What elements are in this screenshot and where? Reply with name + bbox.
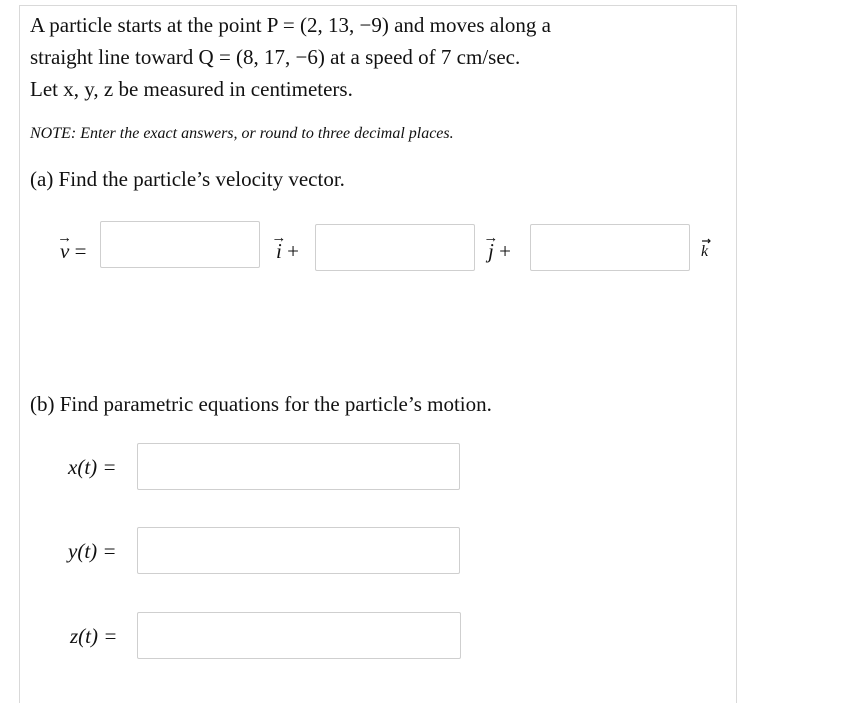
j-unit-label xyxy=(488,239,511,263)
problem-line-3: Let x, y, z be measured in centimeters. xyxy=(30,77,353,101)
i-vector-symbol: → i xyxy=(276,239,282,263)
y-t-input[interactable] xyxy=(137,527,460,574)
y-t-text: y(t) = xyxy=(68,539,117,563)
i-plus-sign: + xyxy=(287,239,299,263)
problem-line-2: straight line toward Q = (8, 17, −6) at a speed of 7 cm/sec. xyxy=(30,45,521,69)
z-t-input[interactable] xyxy=(137,612,461,659)
velocity-i-input[interactable] xyxy=(100,221,260,268)
z-t-label xyxy=(70,624,117,648)
v-equals-sign: = xyxy=(74,239,87,263)
x-t-input[interactable] xyxy=(137,443,460,490)
note-text: NOTE: Enter the exact answers, or round to three decimal places. xyxy=(30,125,454,142)
z-t-text: z(t) = xyxy=(70,624,118,648)
j-plus-sign: + xyxy=(499,239,511,263)
k-vector-icon xyxy=(700,238,712,258)
part-a-title: (a) Find the particle’s velocity vector. xyxy=(30,167,345,191)
y-t-label xyxy=(68,539,117,563)
problem-statement xyxy=(30,9,710,105)
velocity-j-input[interactable] xyxy=(315,224,475,271)
velocity-label xyxy=(60,239,86,263)
problem-line-1: A particle starts at the point P = (2, 13, −9) and moves along a xyxy=(30,13,551,37)
question-panel xyxy=(19,5,737,703)
part-b-title: (b) Find parametric equations for the particle’s motion. xyxy=(30,392,492,416)
j-vector-symbol: → j xyxy=(488,239,494,263)
k-vector-letter: k xyxy=(701,243,709,258)
x-t-text: x(t) = xyxy=(68,455,117,479)
velocity-k-input[interactable] xyxy=(530,224,690,271)
i-unit-label xyxy=(276,239,299,263)
v-vector-symbol: → v xyxy=(60,239,69,263)
x-t-label xyxy=(68,455,117,479)
